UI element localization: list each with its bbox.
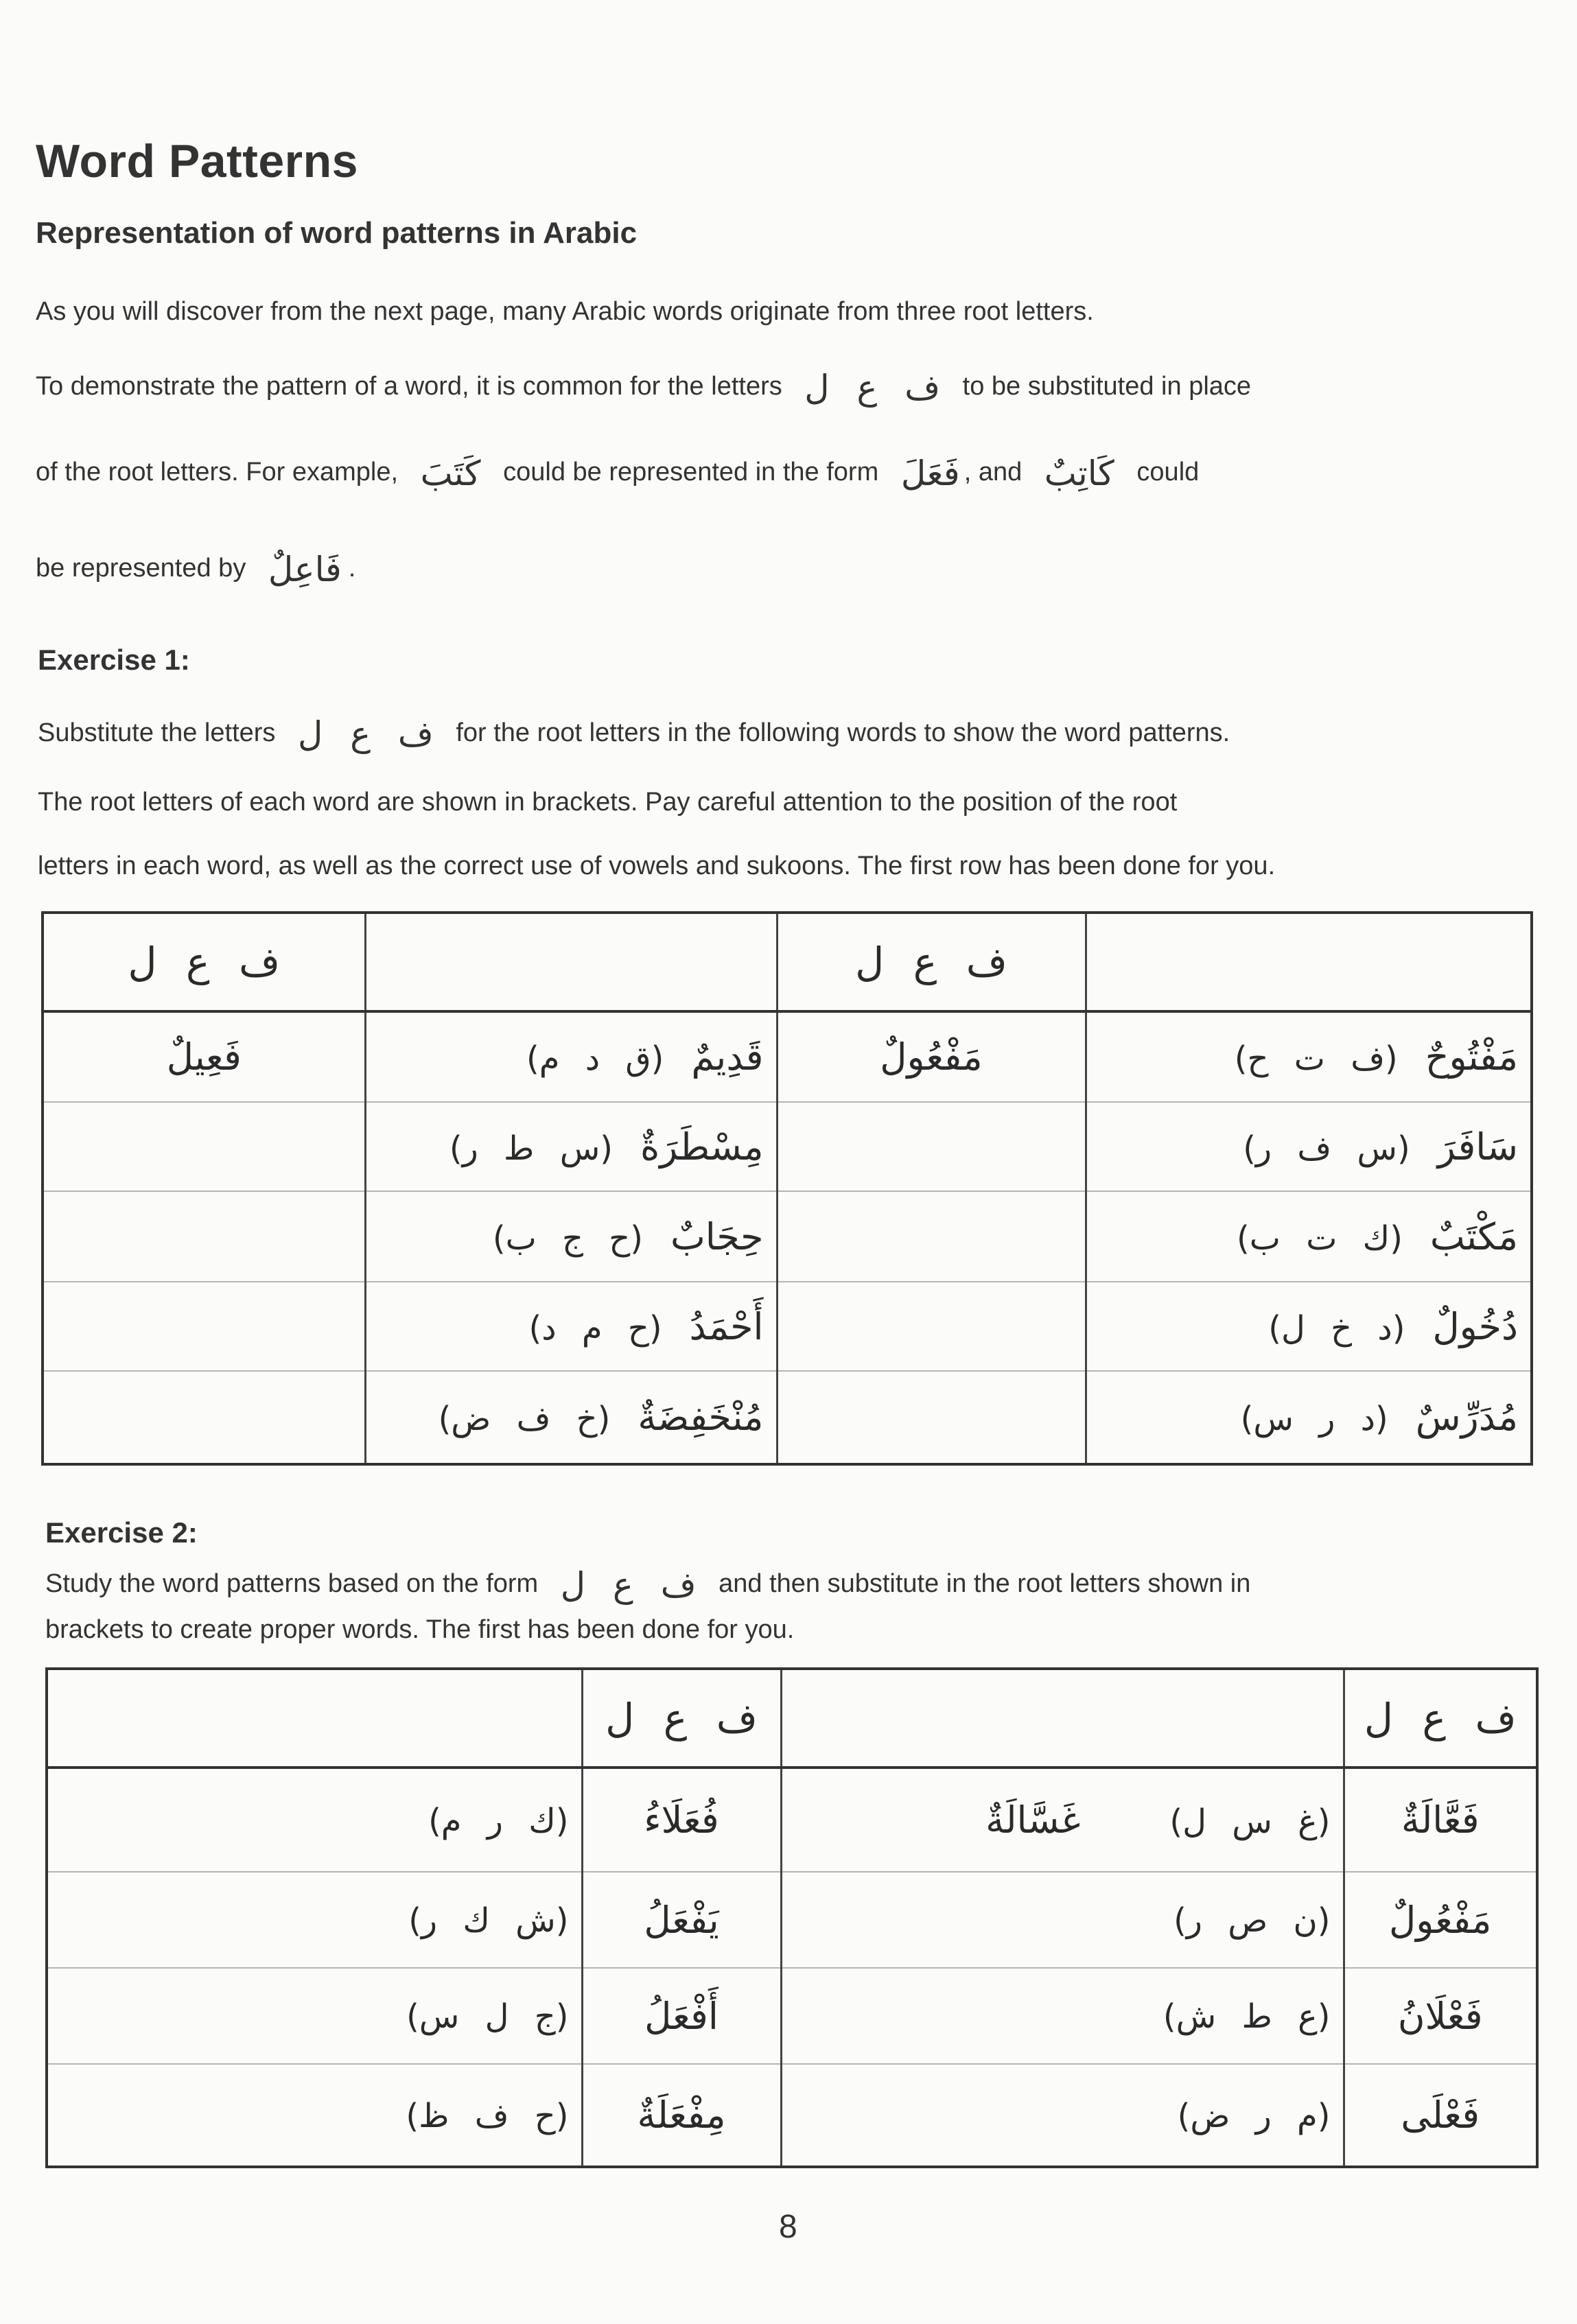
exercise-2-answer-cell[interactable] (47, 1768, 582, 1872)
exercise-2-answer-cell[interactable] (47, 1872, 582, 1968)
exercise-1-left-word-header (365, 913, 777, 1011)
exercise-2-answer-cell[interactable] (781, 1872, 1344, 1968)
exercise-1-word-cell (365, 1371, 777, 1464)
table-row (43, 1371, 1532, 1464)
exercise-2-answer-cell[interactable] (47, 2064, 582, 2167)
arabic-root-letters: ف ع ل (560, 1565, 697, 1605)
root-letters-brackets: (غ س ل) (1169, 1803, 1331, 1841)
table-row (47, 1768, 1537, 1872)
intro-line-3-text-a: of the root letters. For example, (36, 458, 399, 487)
exercise-2-instruction-1 (45, 1564, 1250, 1606)
exercise-2-answer-cell[interactable] (781, 2064, 1344, 2167)
exercise-2-header-row (47, 1669, 1537, 1768)
exercise-1-answer-cell[interactable] (777, 1011, 1086, 1102)
arabic-example-word-2: كَاتِبٌ (1044, 454, 1114, 493)
exercise-2-answer-cell[interactable] (781, 1968, 1344, 2064)
exercise-2-pattern-cell (1344, 2064, 1537, 2167)
pattern-word: يَفْعَلُ (644, 1898, 719, 1942)
exercise-1-word-cell (365, 1102, 777, 1191)
exercise-2-pattern-cell (582, 1768, 781, 1872)
exercise-2-instruction-1-text-b: and then substitute in the root letters shown in (719, 1569, 1251, 1599)
exercise-1-word-cell (365, 1011, 777, 1102)
exercise-2-right-answer-header (781, 1669, 1344, 1768)
exercise-2-instruction-1-text-a: Study the word patterns based on the form (45, 1569, 539, 1599)
arabic-word: حِجَابٌ (670, 1214, 764, 1258)
intro-line-2 (36, 367, 1251, 408)
exercise-1-left-answer-header (43, 913, 365, 1011)
header-root-letters: ف ع ل (605, 1695, 758, 1741)
arabic-word: مُنْخَفِضَةٌ (638, 1396, 764, 1439)
intro-line-2-text-b: to be substituted in place (962, 372, 1252, 401)
exercise-1-answer-cell[interactable] (777, 1282, 1086, 1371)
section-subtitle: Representation of word patterns in Arabic (36, 216, 638, 250)
exercise-2-pattern-cell (1344, 1768, 1537, 1872)
exercise-1-word-cell (1086, 1011, 1532, 1102)
root-letters-brackets: (خ ف ض) (438, 1400, 611, 1438)
exercise-2-right-pattern-header (1344, 1669, 1537, 1768)
exercise-1-answer-cell[interactable] (777, 1191, 1086, 1282)
root-letters-brackets: (ك ر م) (428, 1801, 569, 1840)
exercise-2-left-answer-header (47, 1669, 582, 1768)
exercise-1-word-cell (1086, 1282, 1532, 1371)
exercise-1-instruction-2: The root letters of each word are shown in brackets. Pay careful attention to the position of the root (38, 788, 1178, 817)
arabic-word: مُدَرِّسٌ (1415, 1396, 1518, 1439)
exercise-1-answer-cell[interactable] (43, 1191, 365, 1282)
table-row (47, 1872, 1537, 1968)
intro-line-4-text-b: . (348, 554, 356, 583)
answer-word: مَفْعُولٌ (880, 1035, 983, 1079)
root-letters-brackets: (ق د م) (526, 1040, 664, 1078)
root-letters-brackets: (ع ط ش) (1163, 1997, 1331, 2036)
exercise-1-right-word-header (1086, 913, 1532, 1011)
root-letters-brackets: (ح م د) (528, 1308, 662, 1348)
exercise-2-table (45, 1667, 1539, 2168)
arabic-root-letters: ف ع ل (804, 368, 941, 408)
exercise-2-left-pattern-header (582, 1669, 781, 1768)
root-letters-brackets: (ج ل س) (406, 1997, 569, 2036)
exercise-1-answer-cell[interactable] (777, 1371, 1086, 1464)
exercise-1-table (41, 911, 1533, 1466)
exercise-2-instruction-2: brackets to create proper words. The first has been done for you. (45, 1615, 795, 1644)
exercise-1-header-row (43, 913, 1532, 1011)
exercise-1-word-cell (1086, 1191, 1532, 1282)
arabic-word: أَحْمَدُ (689, 1304, 764, 1348)
answer-word: غَسَّالَةٌ (985, 1798, 1081, 1842)
exercise-1-right-answer-header (777, 913, 1086, 1011)
root-letters-brackets: (م ر ض) (1177, 2096, 1331, 2135)
arabic-root-letters: ف ع ل (297, 714, 434, 754)
pattern-word: فُعَلَاءُ (644, 1798, 719, 1842)
table-row (43, 1191, 1532, 1282)
intro-line-3-text-c: , and (963, 458, 1023, 487)
page-title: Word Patterns (36, 135, 358, 187)
exercise-1-word-cell (365, 1282, 777, 1371)
intro-line-3 (36, 453, 1199, 494)
table-row (43, 1102, 1532, 1191)
intro-line-4-text-a: be represented by (36, 554, 246, 583)
root-letters-brackets: (ن ص ر) (1173, 1901, 1331, 1940)
arabic-example-word-1: كَتَبَ (420, 454, 481, 493)
exercise-1-answer-cell[interactable] (43, 1282, 365, 1371)
exercise-2-pattern-cell (582, 2064, 781, 2167)
table-row (47, 2064, 1537, 2167)
exercise-2-pattern-cell (582, 1872, 781, 1968)
root-letters-brackets: (ف ت ح) (1234, 1040, 1398, 1078)
exercise-2-answer-cell[interactable] (781, 1768, 1344, 1872)
intro-line-4 (36, 549, 355, 590)
root-letters-brackets: (ك ت ب) (1237, 1219, 1403, 1258)
table-row (47, 1968, 1537, 2064)
pattern-word: أَفْعَلُ (644, 1994, 719, 2038)
root-letters-brackets: (ح ف ظ) (406, 2096, 569, 2135)
root-letters-brackets: (د خ ل) (1268, 1308, 1405, 1348)
exercise-1-word-cell (1086, 1102, 1532, 1191)
exercise-1-instruction-1-text-a: Substitute the letters (38, 718, 276, 748)
exercise-1-answer-cell[interactable] (43, 1102, 365, 1191)
exercise-1-instruction-1 (38, 714, 1230, 755)
arabic-word: دُخُولٌ (1432, 1304, 1518, 1348)
pattern-word: مَفْعُولٌ (1389, 1898, 1492, 1942)
root-letters-brackets: (س ف ر) (1243, 1129, 1410, 1168)
header-root-letters: ف ع ل (128, 939, 281, 985)
table-row (43, 1011, 1532, 1102)
answer-word: فَعِيلٌ (166, 1035, 242, 1079)
page-number: 8 (779, 2209, 797, 2245)
pattern-word: فَعَّالَةٌ (1401, 1798, 1480, 1842)
arabic-example-form-2: فَاعِلٌ (268, 550, 342, 589)
pattern-word: فَعْلَى (1401, 2093, 1480, 2137)
exercise-1-answer-cell[interactable] (43, 1371, 365, 1464)
intro-line-1: As you will discover from the next page, many Arabic words originate from three root letters. (36, 297, 1094, 326)
exercise-1-word-cell (365, 1191, 777, 1282)
table-row (43, 1282, 1532, 1371)
root-letters-brackets: (د ر س) (1240, 1400, 1388, 1438)
exercise-1-word-cell (1086, 1371, 1532, 1464)
root-letters-brackets: (ح ج ب) (492, 1219, 643, 1258)
arabic-word: مَفْتُوحٌ (1425, 1035, 1518, 1079)
intro-line-3-text-b: could be represented in the form (503, 458, 879, 487)
exercise-1-instruction-1-text-b: for the root letters in the following words to show the word patterns. (456, 718, 1230, 748)
exercise-2-pattern-cell (582, 1968, 781, 2064)
arabic-word: سَافَرَ (1437, 1125, 1518, 1169)
root-letters-brackets: (ش ك ر) (408, 1901, 569, 1940)
root-letters-brackets: (س ط ر) (449, 1129, 614, 1168)
arabic-word: مَكْتَبٌ (1429, 1214, 1518, 1258)
arabic-word: قَدِيمٌ (691, 1035, 764, 1079)
exercise-2-heading: Exercise 2: (45, 1516, 198, 1549)
pattern-word: فَعْلَانُ (1397, 1994, 1483, 2038)
pattern-word: مِفْعَلَةٌ (637, 2093, 726, 2137)
intro-line-3-text-d: could (1136, 458, 1200, 487)
header-root-letters: ف ع ل (855, 939, 1007, 985)
arabic-example-form-1: فَعَلَ (900, 454, 960, 493)
intro-line-2-text-a: To demonstrate the pattern of a word, it is common for the letters (36, 372, 782, 401)
exercise-1-answer-cell[interactable] (777, 1102, 1086, 1191)
exercise-1-heading: Exercise 1: (38, 644, 190, 676)
exercise-2-pattern-cell (1344, 1968, 1537, 2064)
exercise-2-pattern-cell (1344, 1872, 1537, 1968)
arabic-word: مِسْطَرَةٌ (640, 1125, 764, 1169)
header-root-letters: ف ع ل (1364, 1695, 1517, 1741)
exercise-1-answer-cell[interactable] (43, 1011, 365, 1102)
exercise-1-instruction-3: letters in each word, as well as the correct use of vowels and sukoons. The first row has been done for you. (38, 852, 1276, 880)
exercise-2-answer-cell[interactable] (47, 1968, 582, 2064)
